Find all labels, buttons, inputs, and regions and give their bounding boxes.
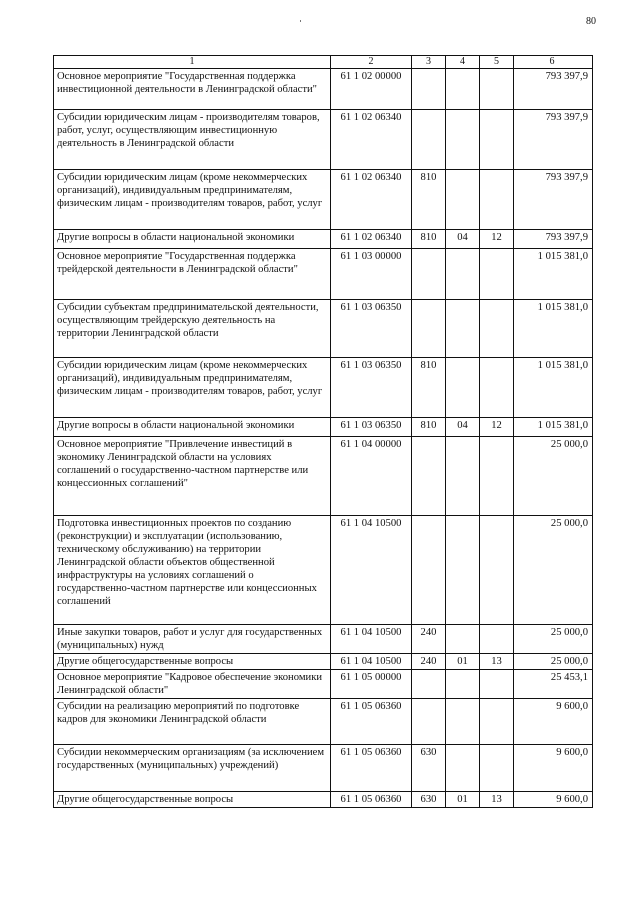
row-amount-cell: 1 015 381,0 [514, 249, 593, 300]
row-amount-cell: 793 397,9 [514, 69, 593, 110]
row-amount-cell: 793 397,9 [514, 170, 593, 230]
row-code-cell: 61 1 03 00000 [331, 249, 412, 300]
row-subsection-cell [480, 745, 514, 792]
row-section-cell [446, 69, 480, 110]
row-expense-type-cell [412, 516, 446, 625]
table-row [54, 670, 593, 699]
row-code-cell: 61 1 05 06360 [331, 745, 412, 792]
table-row [54, 418, 593, 437]
table-row [54, 792, 593, 808]
row-subsection-cell: 12 [480, 230, 514, 249]
table-row [54, 358, 593, 418]
row-code-cell: 61 1 04 10500 [331, 625, 412, 654]
row-amount-cell: 25 000,0 [514, 654, 593, 670]
row-name-cell: Основное мероприятие "Привлечение инвестиций в экономику Ленинградской области на условиях соглашений о государственно-частном партнерстве или концессионных соглашений" [54, 437, 331, 516]
row-section-cell [446, 437, 480, 516]
row-section-cell: 01 [446, 792, 480, 808]
row-section-cell [446, 110, 480, 170]
row-code-cell: 61 1 04 00000 [331, 437, 412, 516]
row-expense-type-cell [412, 300, 446, 358]
row-name-cell: Субсидии юридическим лицам (кроме некоммерческих организаций), индивидуальным предпринимателям, физическим лицам - производителям товаров, работ, услуг [54, 358, 331, 418]
row-subsection-cell [480, 516, 514, 625]
row-name-cell: Субсидии юридическим лицам - производителям товаров, работ, услуг, осуществляющим инвестиционную деятельность в Ленинградской области [54, 110, 331, 170]
row-subsection-cell [480, 249, 514, 300]
budget-table [53, 55, 593, 808]
row-amount-cell: 25 000,0 [514, 625, 593, 654]
row-amount-cell: 9 600,0 [514, 792, 593, 808]
row-subsection-cell [480, 170, 514, 230]
row-amount-cell: 25 000,0 [514, 437, 593, 516]
row-code-cell: 61 1 04 10500 [331, 654, 412, 670]
row-subsection-cell [480, 358, 514, 418]
row-expense-type-cell [412, 69, 446, 110]
row-subsection-cell [480, 670, 514, 699]
header-col-5: 5 [480, 56, 514, 69]
row-subsection-cell: 13 [480, 792, 514, 808]
row-expense-type-cell: 240 [412, 625, 446, 654]
header-col-4: 4 [446, 56, 480, 69]
row-expense-type-cell: 810 [412, 358, 446, 418]
row-amount-cell: 1 015 381,0 [514, 358, 593, 418]
table-row [54, 230, 593, 249]
row-expense-type-cell [412, 249, 446, 300]
row-subsection-cell: 13 [480, 654, 514, 670]
row-name-cell: Другие общегосударственные вопросы [54, 654, 331, 670]
row-code-cell: 61 1 05 06360 [331, 699, 412, 745]
row-expense-type-cell: 810 [412, 230, 446, 249]
table-row [54, 745, 593, 792]
table-row [54, 300, 593, 358]
row-section-cell [446, 745, 480, 792]
row-amount-cell: 1 015 381,0 [514, 300, 593, 358]
row-subsection-cell [480, 69, 514, 110]
row-section-cell [446, 300, 480, 358]
row-expense-type-cell [412, 699, 446, 745]
table-row [54, 625, 593, 654]
row-code-cell: 61 1 02 06340 [331, 170, 412, 230]
row-section-cell [446, 358, 480, 418]
row-amount-cell: 9 600,0 [514, 699, 593, 745]
row-section-cell [446, 699, 480, 745]
row-section-cell: 01 [446, 654, 480, 670]
table-row [54, 110, 593, 170]
header-col-1: 1 [54, 56, 331, 69]
row-name-cell: Субсидии на реализацию мероприятий по подготовке кадров для экономики Ленинградской области [54, 699, 331, 745]
row-name-cell: Основное мероприятие "Государственная поддержка трейдерской деятельности в Ленинградской области" [54, 249, 331, 300]
table-row [54, 516, 593, 625]
row-code-cell: 61 1 03 06350 [331, 418, 412, 437]
table-row [54, 699, 593, 745]
row-code-cell: 61 1 04 10500 [331, 516, 412, 625]
row-expense-type-cell: 810 [412, 418, 446, 437]
row-expense-type-cell [412, 110, 446, 170]
row-name-cell: Подготовка инвестиционных проектов по созданию (реконструкции) и эксплуатации (использованию, техническому обслуживанию) на территории Ленинградской области объектов общественной инфраструктуры на условиях соглашений о государственно-частном партнерстве или концессионных соглашений [54, 516, 331, 625]
row-expense-type-cell: 630 [412, 792, 446, 808]
row-code-cell: 61 1 05 00000 [331, 670, 412, 699]
row-amount-cell: 793 397,9 [514, 110, 593, 170]
row-amount-cell: 25 000,0 [514, 516, 593, 625]
table-row [54, 437, 593, 516]
table-header-row [54, 56, 593, 69]
row-code-cell: 61 1 02 00000 [331, 69, 412, 110]
row-expense-type-cell [412, 670, 446, 699]
table-row [54, 654, 593, 670]
row-name-cell: Субсидии некоммерческим организациям (за исключением государственных (муниципальных) учреждений) [54, 745, 331, 792]
row-code-cell: 61 1 03 06350 [331, 300, 412, 358]
row-subsection-cell [480, 699, 514, 745]
table-row [54, 69, 593, 110]
row-name-cell: Другие вопросы в области национальной экономики [54, 230, 331, 249]
row-subsection-cell [480, 437, 514, 516]
table-row [54, 249, 593, 300]
header-col-3: 3 [412, 56, 446, 69]
scan-speck [300, 20, 301, 22]
row-subsection-cell [480, 300, 514, 358]
row-expense-type-cell: 240 [412, 654, 446, 670]
row-section-cell: 04 [446, 230, 480, 249]
row-code-cell: 61 1 03 06350 [331, 358, 412, 418]
table-row [54, 170, 593, 230]
row-section-cell [446, 625, 480, 654]
row-amount-cell: 793 397,9 [514, 230, 593, 249]
row-code-cell: 61 1 02 06340 [331, 110, 412, 170]
row-section-cell [446, 670, 480, 699]
row-amount-cell: 25 453,1 [514, 670, 593, 699]
row-subsection-cell [480, 625, 514, 654]
row-name-cell: Другие общегосударственные вопросы [54, 792, 331, 808]
row-name-cell: Субсидии юридическим лицам (кроме некоммерческих организаций), индивидуальным предпринимателям, физическим лицам - производителям товаров, работ, услуг [54, 170, 331, 230]
row-expense-type-cell [412, 437, 446, 516]
row-subsection-cell [480, 110, 514, 170]
row-section-cell [446, 516, 480, 625]
row-expense-type-cell: 630 [412, 745, 446, 792]
row-name-cell: Иные закупки товаров, работ и услуг для государственных (муниципальных) нужд [54, 625, 331, 654]
row-code-cell: 61 1 05 06360 [331, 792, 412, 808]
row-name-cell: Другие вопросы в области национальной экономики [54, 418, 331, 437]
row-amount-cell: 1 015 381,0 [514, 418, 593, 437]
budget-table-body [54, 56, 593, 808]
row-name-cell: Основное мероприятие "Кадровое обеспечение экономики Ленинградской области" [54, 670, 331, 699]
page-number: 80 [586, 16, 596, 27]
row-subsection-cell: 12 [480, 418, 514, 437]
row-amount-cell: 9 600,0 [514, 745, 593, 792]
row-section-cell: 04 [446, 418, 480, 437]
row-section-cell [446, 249, 480, 300]
row-name-cell: Основное мероприятие "Государственная поддержка инвестиционной деятельности в Ленинградской области" [54, 69, 331, 110]
header-col-6: 6 [514, 56, 593, 69]
row-name-cell: Субсидии субъектам предпринимательской деятельности, осуществляющим трейдерскую деятельность на территории Ленинградской области [54, 300, 331, 358]
row-expense-type-cell: 810 [412, 170, 446, 230]
row-code-cell: 61 1 02 06340 [331, 230, 412, 249]
header-col-2: 2 [331, 56, 412, 69]
row-section-cell [446, 170, 480, 230]
